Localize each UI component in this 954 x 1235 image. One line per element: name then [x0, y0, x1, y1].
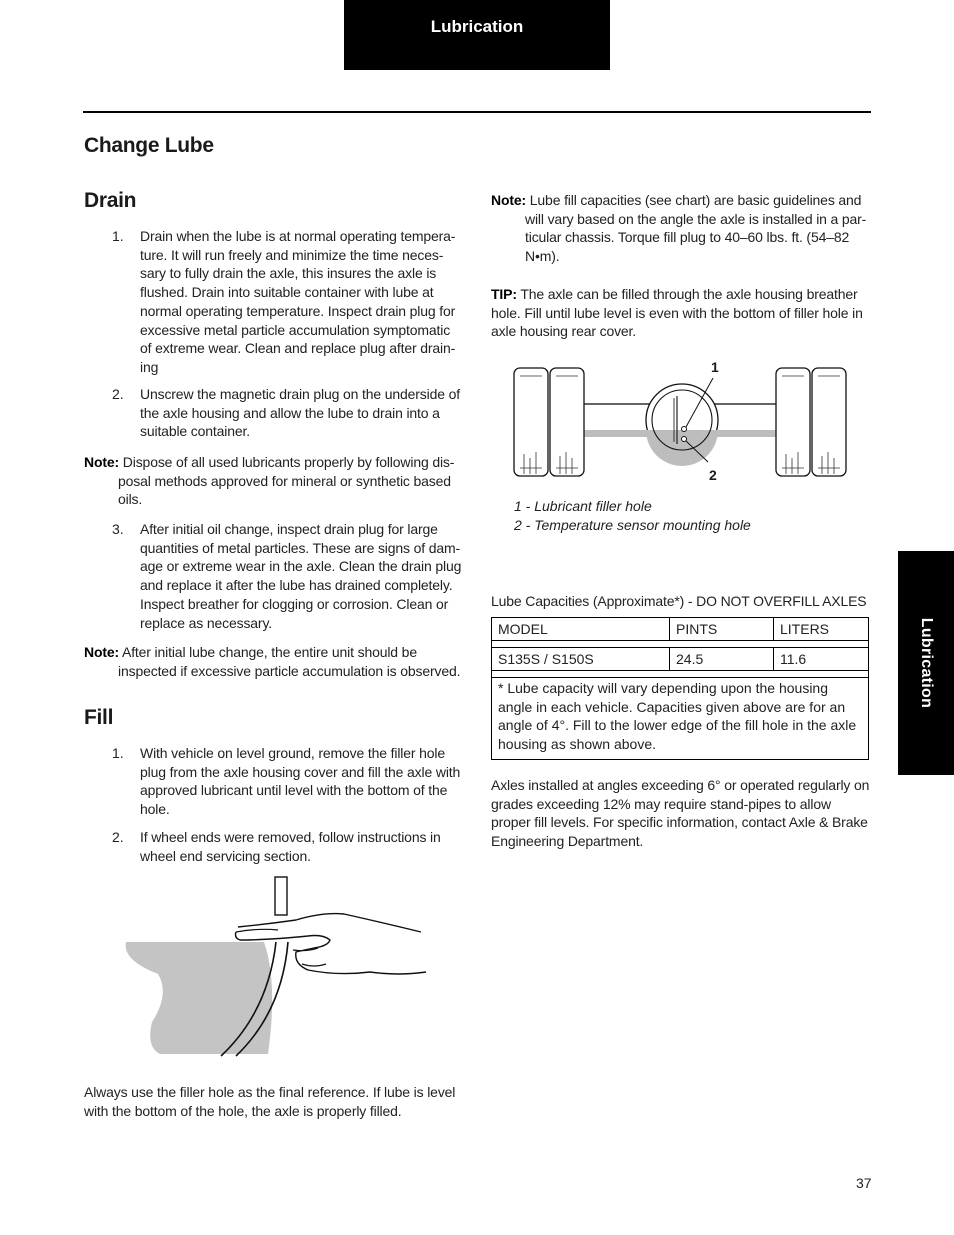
fill-step1-number: 1. — [112, 745, 124, 761]
table-row — [492, 648, 869, 671]
lube-capacity-table — [491, 617, 869, 760]
table-cell: 24.5 — [670, 648, 774, 671]
fill-step2-text: If wheel ends were removed, follow instructions in wheel end servicing section. — [140, 829, 441, 864]
drain-step1-number: 1. — [112, 228, 124, 244]
table-header-row — [492, 618, 869, 641]
table-footnote: * Lube capacity will vary depending upon the housing angle in each vehicle. Capacities given above are for an angle of 4°. Fill to the lower edge of the fill hole in the axle housing as shown above. — [492, 678, 869, 760]
note-text: After initial lube change, the entire unit should be inspected if excessive particle accumulation is observed. — [118, 644, 461, 679]
page-title: Change Lube — [84, 134, 214, 157]
section-header-tab — [344, 0, 610, 70]
table-footnote-row — [492, 678, 869, 760]
tip-text: The axle can be filled through the axle housing breather hole. Fill until lube level is even with the bottom of filler hole in axle housing rear cover. — [491, 286, 863, 340]
fill-hole-illustration — [118, 872, 428, 1057]
drain-note-disposal — [84, 453, 465, 509]
fill-step2-number: 2. — [112, 829, 124, 845]
callout-1: 1 — [711, 359, 719, 375]
table-cell: S135S / S150S — [492, 648, 670, 671]
capacity-note — [491, 191, 873, 266]
table-header-cell: PINTS — [670, 618, 774, 641]
caption-sensor-hole: 2 - Temperature sensor mounting hole — [514, 517, 751, 533]
note-text: Lube fill capacities (see chart) are basic guidelines and will vary based on the angle the axle is installed in a par- ticular chassis. Torque fill plug to 40–60 lbs. ft. (54–82 N•m). — [525, 192, 867, 265]
note-text: Dispose of all used lubricants properly by following dis- posal methods approved for mineral or synthetic based oils. — [118, 454, 455, 508]
fill-final-reference: Always use the filler hole as the final reference. If lube is level with the bottom of the hole, the axle is properly filled. — [84, 1084, 456, 1119]
table-header-cell: MODEL — [492, 618, 670, 641]
note-label: Note: — [84, 644, 120, 660]
drain-step1-text: Drain when the lube is at normal operating tempera- ture. It will run freely and minimize the time neces- sary to fully drain the axle, this insures the axle is flushed. Drain into suitable container with lube at normal operating temperature. Inspect drain plug for excessive metal particle accumulation symptomatic of extreme wear. Clean and replace plug after drain- ing — [140, 228, 456, 375]
axle-illustration — [510, 358, 855, 483]
note-label: Note: — [491, 192, 527, 208]
side-section-label: Lubrication — [918, 617, 935, 709]
page-number: 37 — [856, 1175, 872, 1191]
header-rule — [83, 111, 871, 113]
caption-filler-hole: 1 - Lubricant filler hole — [514, 498, 652, 514]
drain-note-inspection — [84, 643, 470, 680]
section-header-label: Lubrication — [430, 17, 524, 36]
fill-heading: Fill — [84, 706, 114, 729]
drain-heading: Drain — [84, 189, 137, 212]
breather-tip — [491, 285, 873, 341]
drain-step2-text: Unscrew the magnetic drain plug on the underside of the axle housing and allow the lube to drain into a suitable container. — [140, 386, 460, 440]
drain-step3-text: After initial oil change, inspect drain plug for large quantities of metal particles. These are signs of dam- age or extreme wear in the axle. Clean the drain plug and replace it after the lube has drained completely. Inspect breather for clogging or corrosion. Clean or replace as necessary. — [140, 521, 462, 631]
callout-2: 2 — [709, 467, 717, 483]
fill-step1-text: With vehicle on level ground, remove the filler hole plug from the axle housing cover and fill the axle with approved lubricant until level with the bottom of the hole. — [140, 745, 461, 818]
note-label: Note: — [84, 454, 120, 470]
table-header-cell: LITERS — [774, 618, 869, 641]
drain-step3-number: 3. — [112, 521, 124, 537]
table-cell: 11.6 — [774, 648, 869, 671]
side-section-tab — [898, 551, 954, 775]
stand-pipe-paragraph: Axles installed at angles exceeding 6° or operated regularly on grades exceeding 12% may require stand-pipes to allow proper fill levels. For specific information, contact Axle & Brake Engineering Department. — [491, 777, 870, 850]
capacity-table-title: Lube Capacities (Approximate*) - DO NOT OVERFILL AXLES — [491, 593, 867, 609]
drain-step2-number: 2. — [112, 386, 124, 402]
tip-label: TIP: — [491, 286, 517, 302]
